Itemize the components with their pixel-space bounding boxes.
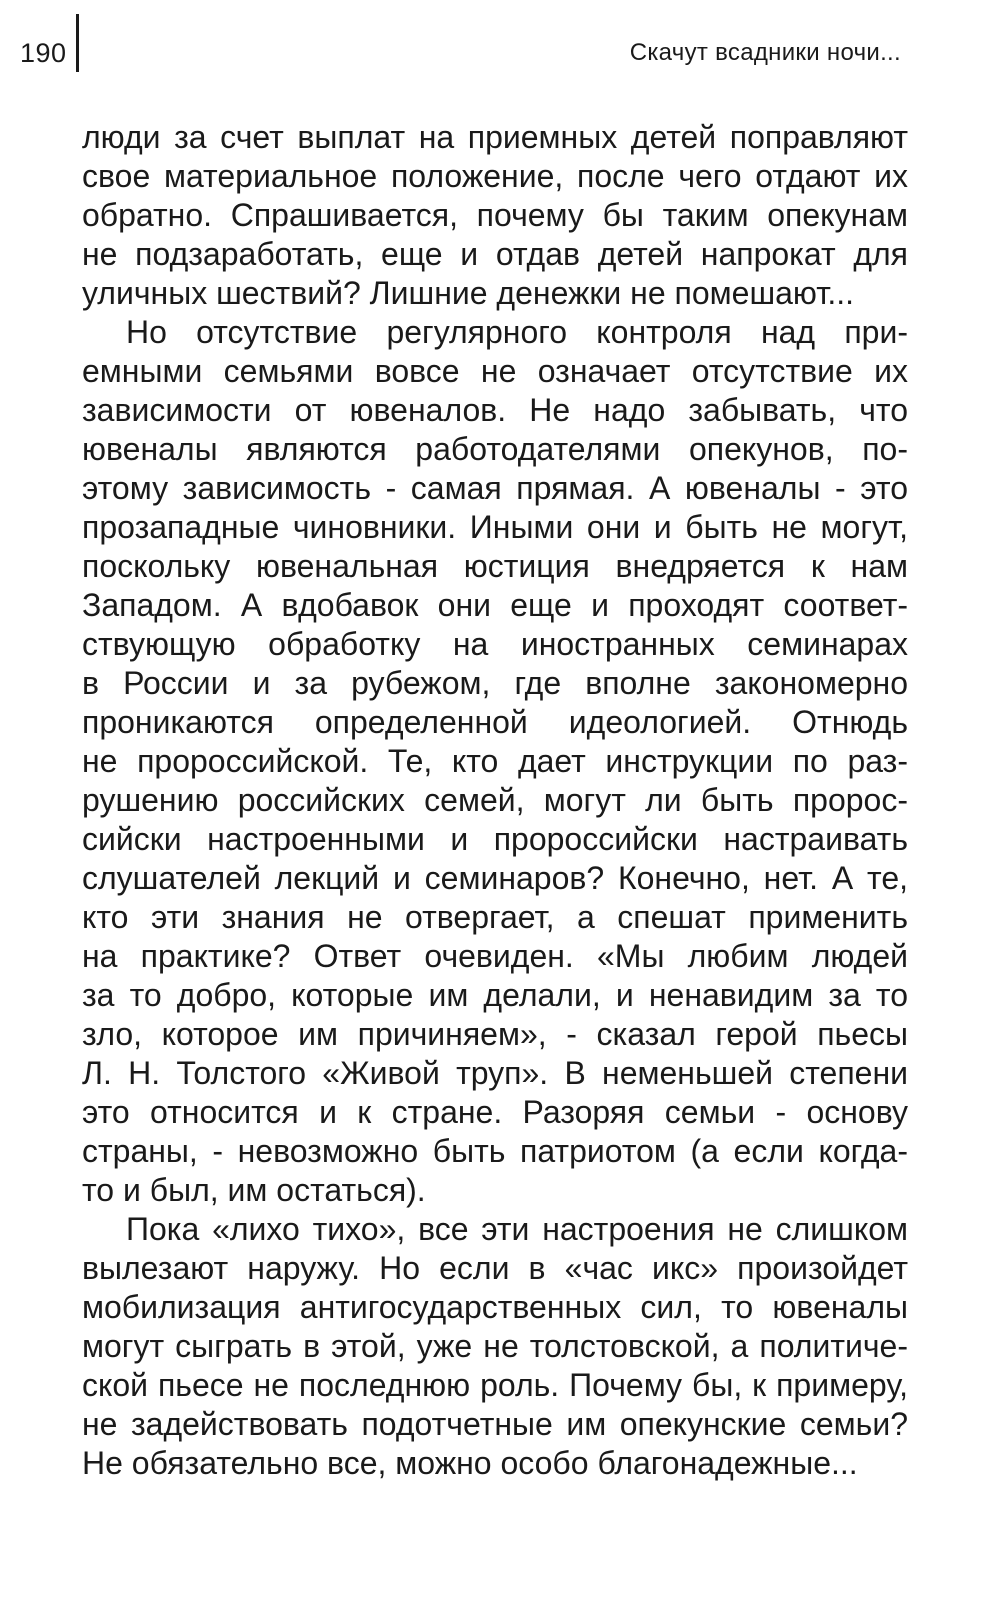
text-line: Но отсутствие регулярного контроля над при- [126, 314, 908, 350]
text-line: ювеналы являются работодателями опекунов, по- [82, 431, 908, 467]
header-divider [76, 14, 79, 72]
text-line: емными семьями вовсе не означает отсутствие их [82, 353, 908, 389]
text-line: зависимости от ювеналов. Не надо забывать, что [82, 392, 908, 428]
text-line: люди за счет выплат на приемных детей поправляют [82, 119, 908, 155]
text-line: могут сыграть в этой, уже не толстовской, а политиче- [82, 1328, 908, 1364]
text-line: сийски настроенными и пророссийски настраивать [82, 821, 908, 857]
text-line: вылезают наружу. Но если в «час икс» произойдет [82, 1250, 908, 1286]
text-line: свое материальное положение, после чего отдают их [82, 158, 908, 194]
text-line: в России и за рубежом, где вполне закономерно [82, 665, 908, 701]
text-line: зло, которое им причиняем», - сказал герой пьесы [82, 1016, 908, 1052]
page-number: 190 [20, 38, 67, 68]
text-line: рушению российских семей, могут ли быть пророс- [82, 782, 908, 818]
text-line: уличных шествий? Лишние денежки не помешают... [82, 275, 854, 311]
paragraph-3 [82, 1210, 908, 1483]
text-line: поскольку ювенальная юстиция внедряется к нам [82, 548, 908, 584]
text-line: мобилизация антигосударственных сил, то ювеналы [82, 1289, 908, 1325]
text-line: страны, - невозможно быть патриотом (а если когда- [82, 1133, 908, 1169]
text-line: не подзаработать, еще и отдав детей напрокат для [82, 236, 908, 272]
text-line: Л. Н. Толстого «Живой труп». В неменьшей степени [82, 1055, 908, 1091]
body-text [82, 118, 908, 1483]
text-line: не задействовать подотчетные им опекунские семьи? [82, 1406, 908, 1442]
text-line: ской пьесе не последнюю роль. Почему бы, к примеру, [82, 1367, 908, 1403]
text-line: за то добро, которые им делали, и ненавидим за то [82, 977, 908, 1013]
paragraph-1 [82, 118, 908, 313]
text-line: прозападные чиновники. Иными они и быть не могут, [82, 509, 908, 545]
text-line: проникаются определенной идеологией. Отнюдь [82, 704, 908, 740]
running-title: Скачут всадники ночи... [629, 39, 901, 66]
paragraph-2 [82, 313, 908, 1210]
page-header [0, 0, 983, 90]
text-line: слушателей лекций и семинаров? Конечно, нет. А те, [82, 860, 908, 896]
text-line: ствующую обработку на иностранных семинарах [82, 626, 908, 662]
text-line: не пророссийской. Те, кто дает инструкции по раз- [82, 743, 908, 779]
text-line: кто эти знания не отвергает, а спешат применить [82, 899, 908, 935]
text-line: этому зависимость - самая прямая. А ювеналы - это [82, 470, 908, 506]
text-line: Западом. А вдобавок они еще и проходят соответ- [82, 587, 908, 623]
text-line: то и был, им остаться). [82, 1172, 426, 1208]
text-line: это относится и к стране. Разоряя семьи - основу [82, 1094, 908, 1130]
text-line: обратно. Спрашивается, почему бы таким опекунам [82, 197, 908, 233]
text-line: Не обязательно все, можно особо благонадежные... [82, 1445, 858, 1481]
text-line: на практике? Ответ очевиден. «Мы любим людей [82, 938, 908, 974]
text-line: Пока «лихо тихо», все эти настроения не слишком [126, 1211, 908, 1247]
